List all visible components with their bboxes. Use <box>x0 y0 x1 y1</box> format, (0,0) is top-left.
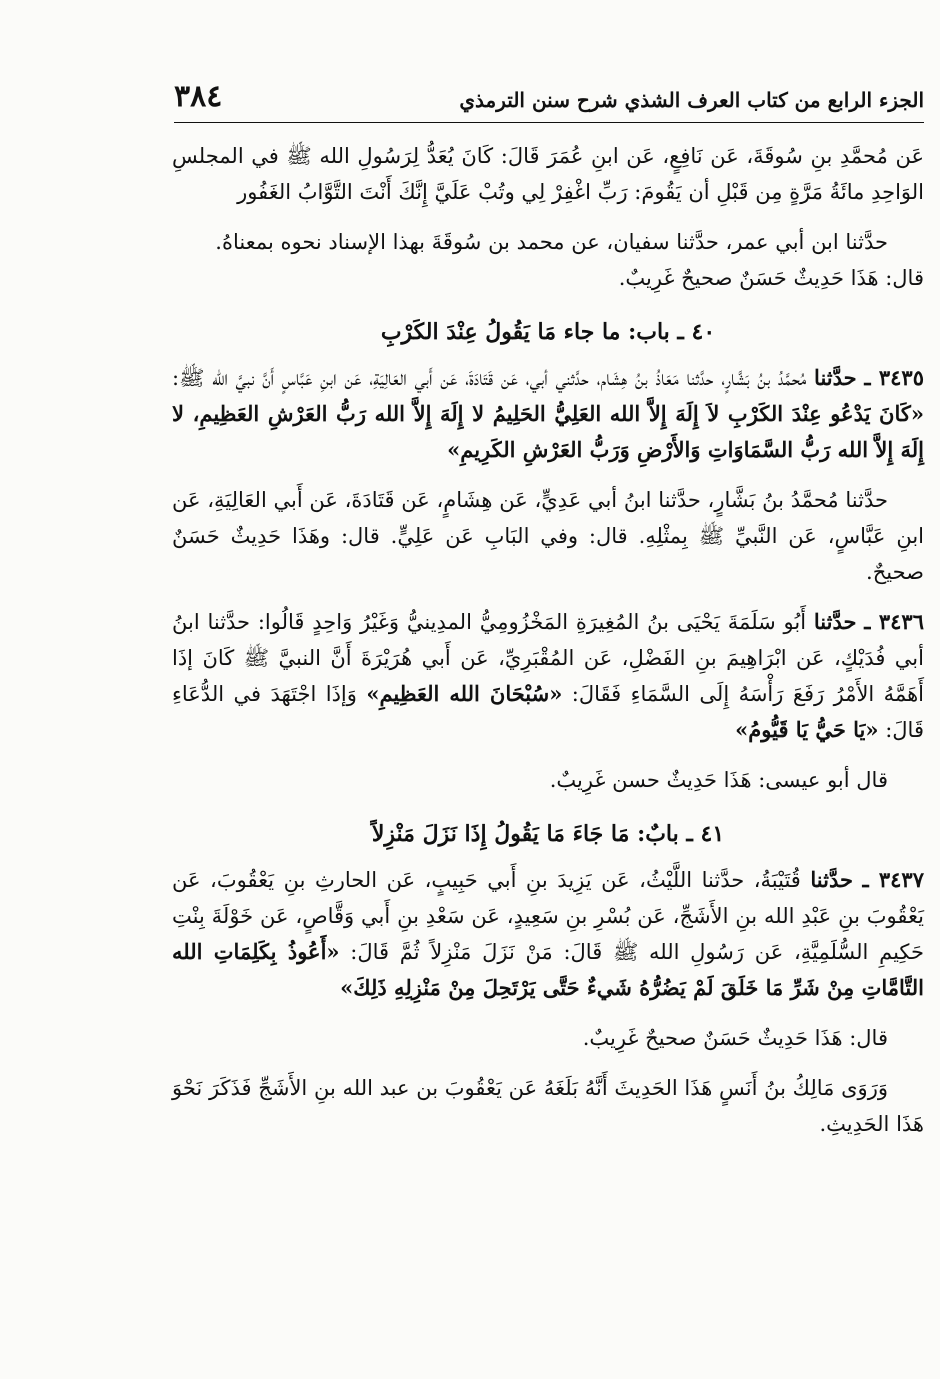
haddathana-word: حدَّثنا <box>810 867 853 892</box>
haddathana-word: حدَّثنا <box>813 609 857 634</box>
hadith-3435-chain: حدَّثنا مُحمَّدُ بنُ بَشَّارٍ، حدَّثنا ابنُ أبي عَدِيٍّ، عَن هِشَامٍ، عَن قَتَادَةَ، عَن أَبي العَالِيَةِ، عَن ابنِ عَبَّاسٍ، عَن النَّبيِّ ﷺ بِمثْلِهِ. قال: وفي البَابِ عَن عَلِيٍّ. قال: وهَذَا حَدِيثٌ حَسَنٌ صحيحٌ. <box>172 488 924 584</box>
hadith-number: ٣٤٣٥ ـ <box>864 365 924 390</box>
hadith-text-continued: وَإذَا اجْتَهَدَ في الدُّعَاءِ قَالَ: <box>172 682 924 742</box>
hadith-supplication: «كَانَ يَدْعُو عِنْدَ الكَرْبِ لاَ إِلَهَ إِلاَّ الله العَلِيُّ الحَلِيمُ لا إِلَهَ إِلاَّ الله رَبُّ العَرْشِ العَظِيمِ، لا إِلَهَ إِلاَّ الله رَبُّ السَّمَاوَاتِ وَالأَرْضِ وَرَبُّ العَرْشِ الكَرِيمِ» <box>172 401 924 462</box>
hadith-text: أَبُو سَلَمَةَ يَحْيَى بنُ المُغِيرَةِ المَخْزُومِيُّ المدِينيُّ وَغَيْرُ وَاحِدٍ قَالُوا: حدَّثنا ابنُ أبي فُدَيْكٍ، عَن ابْرَاهِيمَ بنِ الفَضْلِ، عَن المُقْبَرِيِّ، عَن أَبي هُرَيْرَةَ أَنَّ النبيَّ ﷺ كَانَ إذَا أَهَمَّهُ الأَمْرُ رَفَعَ رَأْسَهُ إِلَى السَّمَاءِ فَقَالَ: <box>172 610 924 706</box>
malik-narration: وَرَوَى مَالِكُ بنُ أَنَسٍ هَذَا الحَدِيثَ أَنَّهُ بَلَغَهُ عَن يَعْقُوبَ بن عبد الله بنِ الأَشَجِّ فَذَكَرَ نَحْوَ هَذَا الحَدِيثِ. <box>172 1076 924 1136</box>
hadith-supplication-2: «يَا حَيُّ يَا قَيُّومُ» <box>735 717 879 742</box>
page-number: ٣٨٤ <box>174 79 223 114</box>
hadith-3437 <box>172 862 924 1006</box>
hadith-number: ٣٤٣٧ ـ <box>862 867 924 892</box>
hadith-3436-grading: قال أبو عيسى: هَذَا حَدِيثٌ حسن غَرِيبٌ. <box>549 768 888 792</box>
page-body <box>172 138 924 1156</box>
hadith-3435 <box>172 360 924 468</box>
hadith-3437-grading: قال: هَذَا حَدِيثٌ حَسَنٌ صحيحٌ غَرِيبٌ. <box>582 1026 888 1050</box>
haddathana-word: حدَّثنا <box>814 365 857 390</box>
grading-text: قال: هَذَا حَدِيثٌ حَسَنٌ صحيحٌ غَرِيبٌ. <box>618 266 924 290</box>
hadith-text: قُتَيْبَةُ، حدَّثنا اللَّيْثُ، عَن يَزِيدَ بنِ أَبي حَبِيبٍ، عَن الحارثِ بنِ يَعْقُوبَ، عَن يَعْقُوبَ بنِ عَبْدِ الله بنِ الأَشَجِّ، عَن بُسْرِ بنِ سَعِيدٍ، عَن سَعْدِ بنِ أَبي وَقَّاصٍ، عَن خَوْلَةَ بِنْتِ حَكِيمِ السُّلَمِيَّةِ، عَن رَسُولِ الله ﷺ قَالَ: مَنْ نَزَلَ مَنْزِلاً ثُمَّ قَالَ: <box>172 868 924 964</box>
hadith-text: مُحمَّدُ بنُ بَشَّارٍ، حدَّثنا مَعَاذُ بنُ هِشَام، حدَّثني أبي، عَن قَتَادَةَ، عَن أَبي العَالِيَةِ، عَن ابنِ عَبَّاسٍ أَنَّ نبيَّ الله ﷺ: <box>172 366 807 390</box>
hadith-supplication: «أَعُوذُ بِكَلِمَاتِ الله التَّامَّاتِ مِنْ شَرِّ مَا خَلَقَ لَمْ يَضُرُّهُ شَيءٌ حَتَّى يَرْتَحِلَ مِنْ مَنْزِلِهِ ذَلِكَ» <box>172 939 924 1000</box>
running-title: الجزء الرابع من كتاب العرف الشذي شرح سنن الترمذي <box>459 88 924 112</box>
hadith-3436 <box>172 604 924 748</box>
chapter-heading-40: ٤٠ ـ باب: ما جاء مَا يَقُولُ عِنْدَ الكَرْبِ <box>380 319 716 345</box>
hadith-supplication: «سُبْحَانَ الله العَظِيمِ» <box>366 681 563 706</box>
hadith-text-ibn-umar: عَن مُحمَّدِ بنِ سُوقَةَ، عَن نَافِعٍ، عَن ابنِ عُمَرَ قَالَ: كَانَ يُعَدُّ لِرَسُولِ الله ﷺ في المجلسِ الوَاحِدِ مائَةُ مَرَّةٍ مِن قَبْلِ أن يَقُومَ: رَبِّ اغْفِرْ لِي وتُبْ عَلَيَّ إِنَّكَ أَنْتَ التَّوَّابُ الغَفُور <box>172 144 924 204</box>
chapter-heading-41: ٤١ ـ بابٌ: مَا جَاءَ مَا يَقُولُ إِذَا نَزَلَ مَنْزِلاً <box>371 821 725 847</box>
hadith-number: ٣٤٣٦ ـ <box>864 609 924 634</box>
isnad-text: حدَّثنا ابن أبي عمر، حدَّثنا سفيان، عن محمد بن سُوقَةَ بهذا الإسناد نحوه بمعناهُ. <box>215 230 888 254</box>
isnad-paragraph <box>172 224 924 296</box>
page-header <box>174 72 924 123</box>
